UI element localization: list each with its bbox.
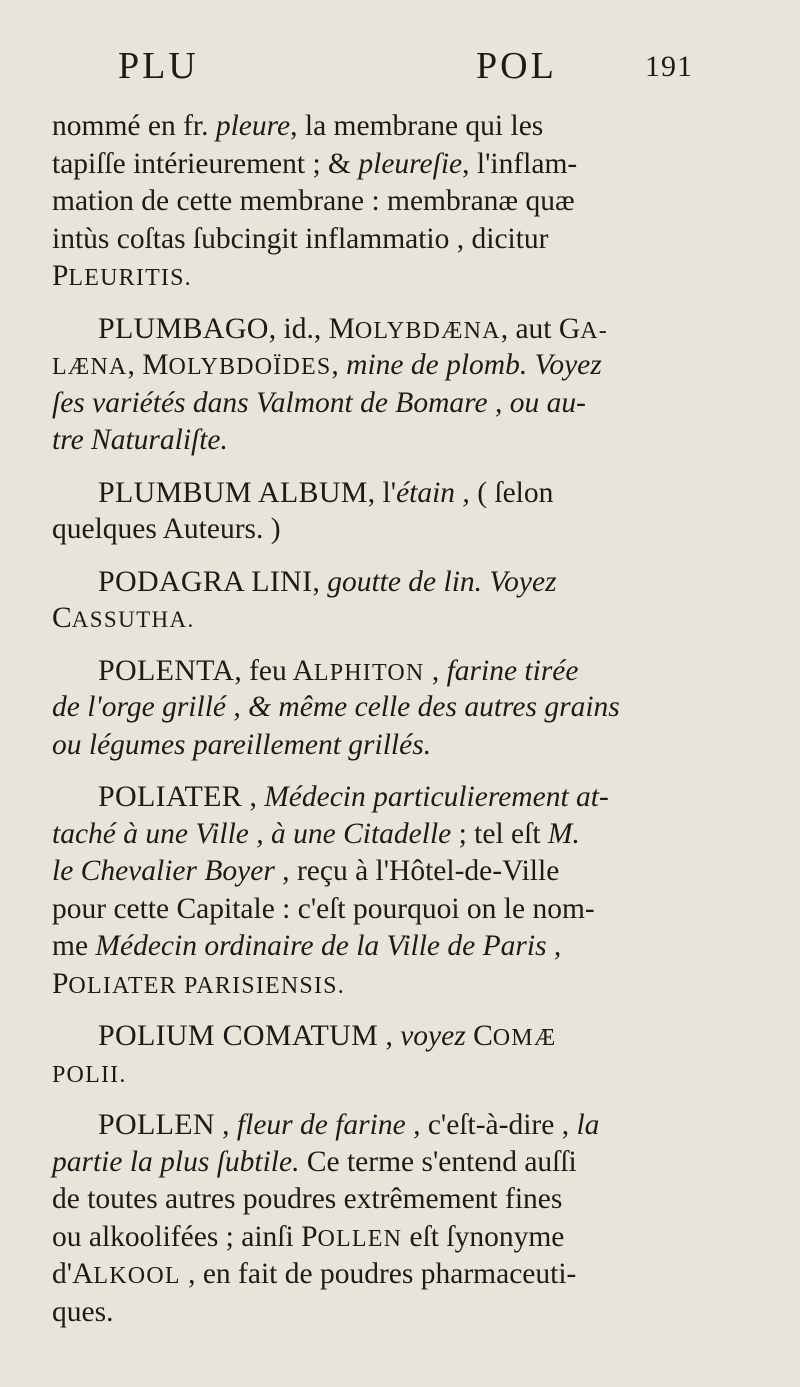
text-segment: , l'inflam- <box>462 147 578 180</box>
text-segment: Ce terme s'entend auſſi <box>299 1145 577 1178</box>
paragraph-gap <box>52 296 742 310</box>
text-line <box>52 816 742 854</box>
text-segment: c'eſt-à-dire , <box>420 1109 577 1141</box>
text-segment: OLLEN <box>317 1225 403 1252</box>
text-segment: mation de cette membrane : membranæ quæ <box>52 185 575 217</box>
header-right-word: POL <box>476 45 557 87</box>
entry-headword: POLLEN <box>98 1108 215 1141</box>
text-segment: A- <box>580 317 608 344</box>
text-segment: , <box>331 349 347 381</box>
text-line <box>52 891 742 929</box>
text-segment: mine de plomb. Voyez <box>346 349 602 381</box>
text-segment: partie la plus ſubtile. <box>52 1145 300 1178</box>
text-segment: LPHITON <box>313 659 425 686</box>
text-segment: d' <box>52 1258 73 1290</box>
text-segment: ; tel eſt <box>451 817 548 850</box>
text-segment: tre Naturaliſte. <box>52 424 228 456</box>
text-segment: pleure <box>215 110 291 142</box>
text-segment: , en fait de poudres pharmaceuti- <box>180 1258 577 1290</box>
text-segment: eſt ſynonyme <box>402 1220 565 1253</box>
text-segment: me <box>52 930 96 962</box>
text-segment: goutte de lin. Voyez <box>327 565 557 598</box>
text-segment: intùs coſtas ſubcingit inflammatio , dicitur <box>52 222 549 255</box>
text-line <box>52 1055 742 1093</box>
text-segment: , la membrane qui les <box>290 110 544 142</box>
text-segment: reçu à l'Hôtel-de-Ville <box>289 855 560 887</box>
text-segment: , feu <box>234 654 293 687</box>
text-line <box>52 1144 742 1182</box>
text-line <box>52 1181 742 1219</box>
entry-headword: POLIUM COMATUM <box>98 1019 379 1052</box>
text-segment: , <box>312 565 328 598</box>
text-line <box>52 1106 742 1144</box>
text-segment: , <box>242 781 265 813</box>
text-segment: ASSUTHA. <box>71 607 195 632</box>
text-segment: A <box>292 654 314 687</box>
text-line <box>52 146 742 184</box>
text-segment: , <box>127 349 143 381</box>
text-segment: LÆNA <box>52 354 128 380</box>
text-line <box>52 1294 742 1332</box>
text-segment: , l' <box>367 476 397 509</box>
text-segment: de toutes autres poudres extrêmement fines <box>52 1183 563 1215</box>
text-segment: A <box>72 1258 94 1290</box>
text-line <box>52 108 742 146</box>
entry-headword: PODAGRA LINI <box>98 564 313 598</box>
text-segment: C <box>465 1020 493 1052</box>
text-segment: , <box>378 1020 401 1052</box>
text-segment: P <box>301 1220 318 1253</box>
text-segment: OLIATER PARISIENSIS. <box>68 972 345 999</box>
text-segment: fleur de farine , <box>236 1109 421 1141</box>
text-line <box>52 928 742 966</box>
text-segment: voyez <box>400 1020 466 1052</box>
text-segment: ques. <box>52 1295 114 1328</box>
text-segment: M <box>328 312 355 345</box>
text-line <box>52 385 742 423</box>
text-line <box>52 422 742 460</box>
text-segment: taché à une Ville , à une Citadelle <box>52 817 452 850</box>
entry-headword: POLIATER <box>98 780 243 813</box>
text-segment: ( ſelon <box>469 476 554 509</box>
text-segment: ou légumes pareillement grillés. <box>52 728 432 761</box>
text-line <box>52 689 742 727</box>
paragraph-gap <box>52 460 742 474</box>
text-line <box>52 853 742 891</box>
text-line <box>52 1219 742 1257</box>
text-segment: LKOOL <box>93 1263 181 1289</box>
text-line <box>52 563 742 601</box>
text-segment: la <box>576 1109 600 1141</box>
text-line <box>52 474 742 512</box>
text-segment: C <box>52 602 72 634</box>
text-segment: ſes variétés dans Valmont de Bomare , ou au- <box>52 386 586 419</box>
paragraph-gap <box>52 549 742 563</box>
header-left-word: PLU <box>118 45 199 87</box>
entry-headword: POLENTA <box>98 653 235 687</box>
text-line <box>52 652 742 690</box>
text-segment: OLYBDOÏDES <box>168 354 332 380</box>
text-segment: LEURITIS. <box>68 265 192 291</box>
text-line <box>52 347 742 385</box>
text-segment: tapiſſe intérieurement ; & <box>52 147 359 180</box>
text-line <box>52 1256 742 1294</box>
text-segment: ou alkoolifées ; ainſi <box>52 1220 302 1253</box>
page-number: 191 <box>645 50 693 83</box>
text-segment: le Chevalier Boyer , <box>52 855 290 887</box>
text-line <box>52 258 742 296</box>
text-line <box>52 511 742 549</box>
text-segment: Médecin ordinaire de la Ville de Paris , <box>95 930 562 962</box>
text-segment: quelques Auteurs. ) <box>52 513 281 545</box>
text-segment: M <box>142 349 169 381</box>
text-line <box>52 727 742 765</box>
text-line <box>52 600 742 638</box>
text-segment: P <box>52 260 69 292</box>
text-segment: OLYBDÆNA <box>354 317 501 344</box>
text-segment: G <box>558 312 581 345</box>
text-segment: , <box>424 654 447 687</box>
text-segment: , <box>214 1109 237 1141</box>
paragraph-gap <box>52 764 742 778</box>
text-line <box>52 778 742 816</box>
text-segment: de l'orge grillé , & même celle des autres grains <box>52 691 620 723</box>
running-header <box>118 44 722 104</box>
paragraph-gap <box>52 638 742 652</box>
text-segment: P <box>52 967 69 1000</box>
entry-headword: PLUMBAGO <box>98 311 269 345</box>
paragraph-gap <box>52 1092 742 1106</box>
text-segment: , id., <box>268 312 329 345</box>
text-line <box>52 221 742 259</box>
text-segment: OMÆ <box>492 1025 557 1051</box>
text-segment: nommé en fr. <box>52 110 216 142</box>
text-segment: M. <box>547 817 580 850</box>
text-line <box>52 310 742 348</box>
text-segment: pour cette Capitale : c'eſt pourquoi on le nom- <box>52 892 595 925</box>
text-line <box>52 183 742 221</box>
text-segment: étain , <box>396 476 470 509</box>
entry-headword: PLUMBUM ALBUM <box>98 475 368 509</box>
text-segment: Médecin particulierement at- <box>264 781 609 813</box>
text-segment: POLII. <box>52 1061 127 1088</box>
paragraph-gap <box>52 1003 742 1017</box>
text-segment: farine tirée <box>446 654 579 687</box>
dictionary-text <box>52 108 742 1331</box>
text-line <box>52 966 742 1004</box>
text-segment: pleureſie <box>358 147 463 180</box>
text-line <box>52 1017 742 1055</box>
text-segment: , aut <box>500 312 559 345</box>
